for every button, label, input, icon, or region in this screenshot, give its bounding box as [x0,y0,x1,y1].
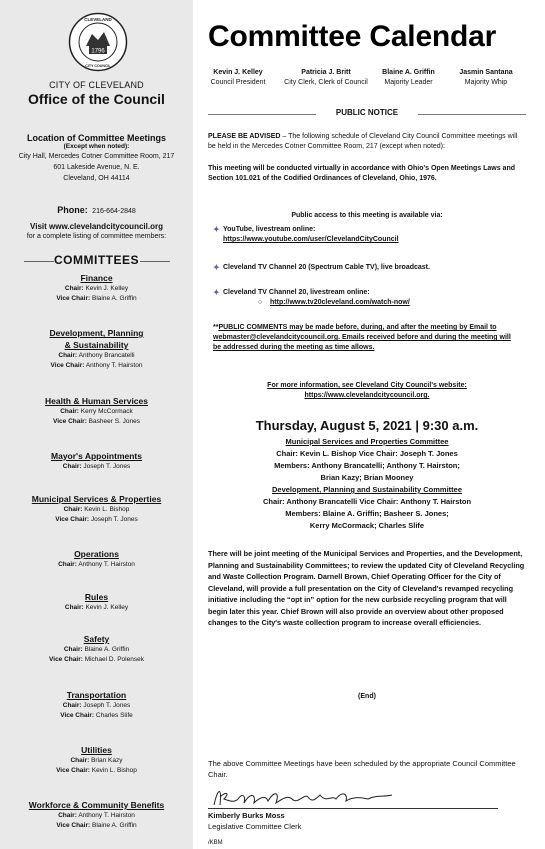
scheduled-note: The above Committee Meetings have been scheduled by the appropriate Council Committee Chair. [208,759,516,779]
svg-text:CLEVELAND: CLEVELAND [84,17,112,22]
more-info: For more information, see Cleveland City Council's website: https://www.clevelandcitycouncil.org. [208,381,526,401]
committee-name: Utilities [81,745,112,755]
committee-vice-chair: Vice Chair: Kevin L. Bishop [56,767,137,774]
committees-heading-row [0,253,193,269]
location-note: (Except when noted): [63,143,130,150]
location-heading: Location of Committee Meetings [26,133,166,143]
committee-chair: Chair: Kerry McCormack [60,408,133,415]
city-council-seal-icon [68,12,128,72]
tv20-cable-bullet: ✦ Cleveland TV Channel 20 (Spectrum Cable TV), live broadcast. [213,263,430,272]
main-content [193,0,545,849]
public-comments: **PUBLIC COMMENTS may be made before, during, and after the meeting by Email to webmaster@clevelandcitycouncil.org. Emails received before and during the meeting will be addressed during the meeting as time allows. [213,324,511,351]
msp-chairs: Chair: Kevin L. Bishop Vice Chair: Joseph T. Jones [276,449,458,458]
public-access-heading: Public access to this meeting is available via: [291,212,443,219]
committee-name: Municipal Services & Properties [31,494,162,504]
committee-vice-chair: Vice Chair: Joseph T. Jones [55,516,138,523]
committee-vice-chair: Vice Chair: Basheer S. Jones [53,418,140,425]
msp-members-cont: Brian Kazy; Brian Mooney [320,473,414,482]
committee-chair: Chair: Joseph T. Jones [62,463,131,470]
officer-majority-whip: Jasmin Santana Majority Whip [459,69,513,86]
initials: /KBM [208,840,223,846]
committee-chair: Chair: Anthony T. Hairston [58,812,135,819]
svg-text:CITY COUNCIL: CITY COUNCIL [85,64,111,68]
visit-link[interactable]: Visit www.clevelandcitycouncil.org [30,222,163,231]
committee-name: Workforce & Community Benefits [28,800,165,810]
committee-health [0,395,193,427]
youtube-bullet: ✦ YouTube, livestream online: https://www.youtube.com/user/ClevelandCityCouncil [213,225,399,243]
committee-safety [0,633,193,665]
msp-committee-title: Municipal Services and Properties Committee [285,437,449,446]
advised-paragraph: PLEASE BE ADVISED – The following schedule of Cleveland City Council Committee meetings will be held in the Mercedes Cotner Committee Room, 217 (except when noted): [208,133,518,150]
committee-mayors-appointments [0,450,193,472]
committee-name: Safety [83,634,110,644]
signature-line [208,808,498,809]
committee-transportation [0,689,193,721]
committee-rules [0,591,193,613]
committee-chair: Chair: Kevin J. Kelley [64,604,129,611]
signer-title: Legislative Committee Clerk [208,822,302,831]
committee-chair: Chair: Anthony Brancatelli [58,352,135,359]
website-link[interactable]: https://www.clevelandcitycouncil.org. [304,392,430,399]
phone-label: Phone: [57,205,88,215]
tv20-online-bullet: ✦ Cleveland TV Channel 20, livestream online: [213,288,370,297]
committee-vice-chair: Vice Chair: Michael D. Polensek [49,656,144,663]
signature-icon [208,783,398,811]
sidebar [0,0,193,849]
committee-chair: Chair: Joseph T. Jones [62,702,131,709]
committee-chair: Chair: Brian Kazy [70,757,123,764]
dps-members: Members: Blaine A. Griffin; Basheer S. Jones; [285,509,449,518]
committee-chair: Chair: Kevin L. Bishop [63,506,130,513]
dps-members-cont: Kerry McCormack; Charles Slife [309,521,425,530]
star-bullet-icon: ✦ [213,288,220,297]
committee-vice-chair: Vice Chair: Blaine A. Griffin [56,822,137,829]
committee-name: Operations [74,549,119,559]
phone-value: 216-664-2848 [92,208,136,215]
committee-development-planning [0,327,193,371]
committee-municipal-services [0,493,193,525]
location-block [0,133,193,184]
committee-operations [0,548,193,570]
signer-name: Kimberly Burks Moss [208,811,285,820]
committee-name: Development, Planning [49,328,144,338]
officer-president: Kevin J. Kelley Council President [210,69,266,86]
committee-workforce [0,799,193,831]
committee-name: Health & Human Services [45,396,148,406]
office-title: Office of the Council [28,91,165,107]
msp-members: Members: Anthony Brancatelli; Anthony T. Hairston; [274,461,460,470]
public-notice-heading: PUBLIC NOTICE [335,108,399,117]
committee-name: Transportation [66,690,127,700]
location-line: Cleveland, OH 44114 [63,175,130,182]
visit-block [0,222,193,242]
committee-finance [0,272,193,304]
svg-text:1796: 1796 [91,48,105,55]
committee-name: Rules [84,592,109,602]
phone-line [0,200,193,218]
virtual-notice: This meeting will be conducted virtually in accordance with Ohio's Open Meetings Laws and Section 101.021 of the Codified Ordinances of Cleveland, Ohio, 1976. [208,165,515,182]
committee-name: Mayor's Appointments [51,451,142,461]
star-bullet-icon: ✦ [213,263,220,272]
committees-heading: COMMITTEES [54,253,139,267]
committee-name-cont: & Sustainability [64,340,129,350]
officer-majority-leader: Blaine A. Griffin Majority Leader [382,69,435,86]
visit-note: for a complete listing of committee members: [26,233,167,240]
public-notice-row [208,108,526,120]
committee-vice-chair: Vice Chair: Anthony T. Hairston [50,362,143,369]
location-line: 601 Lakeside Avenue, N. E. [53,164,140,171]
circle-bullet-icon: ○ [258,299,263,306]
end-marker: (End) [358,693,376,700]
officer-clerk: Patricia J. Britt City Clerk, Clerk of Council [284,69,368,86]
committee-vice-chair: Vice Chair: Blaine A. Griffin [56,295,137,302]
committee-utilities [0,744,193,776]
committee-vice-chair: Vice Chair: Charles Slife [60,712,133,719]
dps-chairs: Chair: Anthony Brancatelli Vice Chair: Anthony T. Hairston [262,497,472,506]
page-title: Committee Calendar [208,20,497,53]
tv20-link-row [258,299,410,306]
committee-chair: Chair: Kevin J. Kelley [64,285,129,292]
committee-chair: Chair: Blaine A. Griffin [63,646,130,653]
tv20-link[interactable]: http://www.tv20cleveland.com/watch-now/ [270,299,410,306]
committee-chair: Chair: Anthony T. Hairston [58,561,135,568]
star-bullet-icon: ✦ [213,225,220,234]
dps-committee-title: Development, Planning and Sustainability Committee [271,485,463,494]
joint-meeting-description: There will be joint meeting of the Municipal Services and Properties, and the Development, Planning and Sustainability Committees; to review the updated City of Cleveland Recycling and Waste Collection Program. Darnell Brown, Chief Operating Officer for the City of Cleveland, will provide a full presentation on the City of Cleveland's revamped recycling initiative including the “opt in” option for the new curbside recycling program that will begin later this year. Chief Brown will also provide an overview about other proposed changes to the City's waste collection program to increase overall efficiencies. [208,549,525,627]
youtube-link[interactable]: https://www.youtube.com/user/ClevelandCityCouncil [223,236,399,243]
city-label: CITY OF CLEVELAND [49,80,144,90]
location-line: City Hall, Mercedes Cotner Committee Room, 217 [18,153,175,160]
meeting-date: Thursday, August 5, 2021 | 9:30 a.m. [255,418,479,433]
committee-name: Finance [80,273,113,283]
